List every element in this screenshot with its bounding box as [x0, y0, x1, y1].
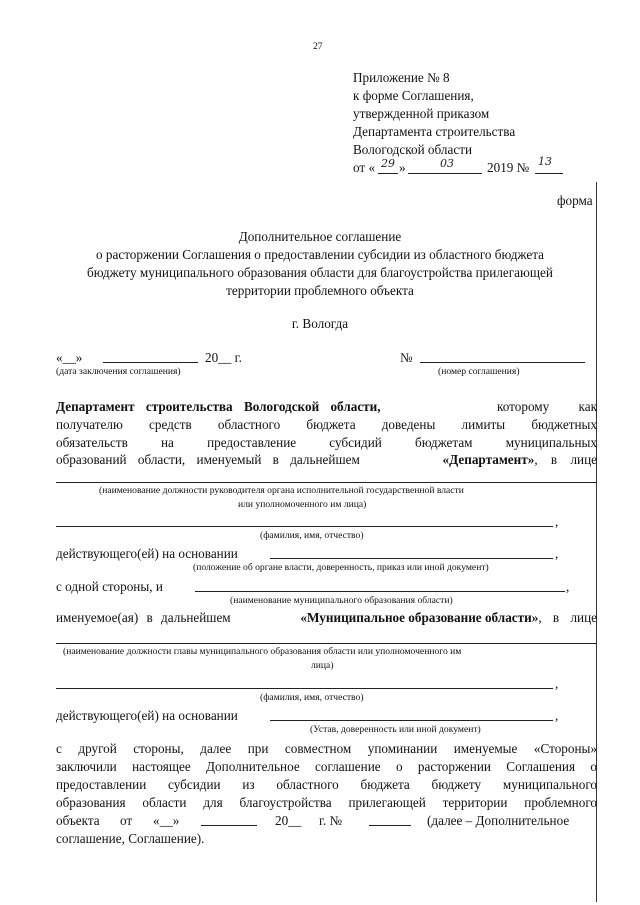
handwritten-number: 13: [538, 155, 552, 168]
p2-further: (далее – Дополнительное: [427, 813, 570, 828]
p1-line-4-c: , в лице: [534, 452, 597, 467]
head-position-line: [56, 482, 596, 483]
p1-line-2: получателю средств областного бюджета доведены лимиты бюджетных: [56, 417, 597, 432]
p2-year: 20__: [275, 813, 302, 828]
month-underline: [408, 173, 482, 174]
p1-line-4: [56, 452, 597, 468]
title-line-2: о расторжении Соглашения о предоставлении субсидии из областного бюджета: [96, 247, 544, 262]
p2-object: объекта: [56, 813, 100, 828]
p1-line-1: [56, 399, 597, 415]
handwritten-day: 29: [381, 157, 395, 170]
appendix-line-1: Приложение № 8: [353, 70, 450, 85]
basis-2-line: [270, 720, 553, 721]
title-line-4: территории проблемного объекта: [226, 283, 414, 298]
mo-head-fio-comma: ,: [555, 676, 559, 691]
head-position-caption-1: (наименование должности руководителя органа исполнительной государственной власти: [99, 485, 464, 496]
number-caption: (номер соглашения): [438, 366, 520, 377]
appendix-date-prefix: от «: [353, 160, 376, 175]
basis-2-comma: ,: [555, 708, 559, 723]
p2-from: от: [120, 813, 133, 828]
p2-line-4: образования области для благоустройства прилегающей территории проблемного: [56, 795, 597, 810]
appendix-line-4: Департамента строительства: [353, 124, 516, 139]
p2-number: г. №: [319, 813, 343, 828]
municipality-caption: (наименование муниципального образования области): [230, 595, 453, 606]
number-sign: №: [400, 350, 413, 365]
acting-basis-2: действующего(ей) на основании: [56, 708, 238, 723]
handwritten-month: 03: [440, 157, 454, 170]
mo-head-fio-caption: (фамилия, имя, отчество): [260, 692, 364, 703]
form-label: форма: [557, 193, 593, 208]
appendix-line-2: к форме Соглашения,: [353, 88, 474, 103]
basis-2-caption: (Устав, доверенность или иной документ): [310, 724, 481, 735]
p2-month-line: [201, 825, 257, 826]
basis-1-caption: (положение об органе власти, доверенность, приказ или иной документ): [193, 562, 489, 573]
appendix-year-number: 2019 №: [487, 160, 530, 175]
appendix-day-close: »: [399, 160, 406, 175]
named-a: именуемое(ая) в дальнейшем: [56, 610, 231, 625]
named-line: [56, 610, 597, 626]
p1-line-3: обязательств на предоставление субсидий бюджетам муниципальных: [56, 435, 597, 450]
page-number: 27: [313, 41, 323, 52]
p2-line-2: заключили настоящее Дополнительное соглашение о расторжении Соглашения о: [56, 759, 597, 774]
number-underline: [535, 173, 563, 174]
p2-line-6: соглашение, Соглашение).: [56, 831, 205, 846]
mo-head-position-line: [56, 643, 596, 644]
head-fio-caption: (фамилия, имя, отчество): [260, 530, 364, 541]
municipality-line: [195, 591, 565, 592]
mo-head-caption-2: лица): [311, 660, 334, 671]
p2-line-1: с другой стороны, далее при совместном упоминании именуемые «Стороны»: [56, 741, 597, 756]
date-caption: (дата заключения соглашения): [56, 366, 181, 377]
date-month-line: [103, 362, 198, 363]
mo-head-fio-line: [56, 688, 553, 689]
named-c: , в лице: [538, 610, 597, 625]
title-line-3: бюджету муниципального образования области для благоустройства прилегающей: [87, 265, 553, 280]
p2-day: «__»: [153, 813, 180, 828]
appendix-line-3: утвержденной приказом: [353, 106, 490, 121]
title-line-1: Дополнительное соглашение: [238, 229, 402, 244]
mo-head-caption-1: (наименование должности главы муниципального образования области или уполномоченного им: [63, 646, 462, 657]
p1-line-4-a: образований области, именуемый в дальнейшем: [56, 452, 360, 467]
department-name: Департамент строительства Вологодской области,: [56, 399, 381, 414]
basis-1-line: [270, 558, 553, 559]
city: г. Вологда: [291, 316, 349, 331]
department-alias: «Департамент»: [442, 452, 535, 467]
p1-line-1-rest: которому как: [497, 399, 597, 414]
acting-basis-1: действующего(ей) на основании: [56, 546, 238, 561]
p2-number-line: [369, 825, 411, 826]
basis-1-comma: ,: [555, 546, 559, 561]
date-year: 20__ г.: [205, 350, 242, 365]
p2-line-3: предоставлении субсидии из областного бюджета бюджету муниципального: [56, 777, 597, 792]
one-side-text: с одной стороны, и: [56, 579, 163, 594]
head-position-caption-2: или уполномоченного им лица): [238, 499, 367, 510]
municipality-alias: «Муниципальное образование области»: [300, 610, 539, 625]
municipality-comma: ,: [566, 579, 570, 594]
agreement-number-line: [420, 362, 585, 363]
day-underline: [378, 173, 398, 174]
head-fio-line: [56, 526, 553, 527]
appendix-line-5: Вологодской области: [353, 142, 473, 157]
head-fio-comma: ,: [555, 514, 559, 529]
date-open: «__»: [56, 350, 83, 365]
